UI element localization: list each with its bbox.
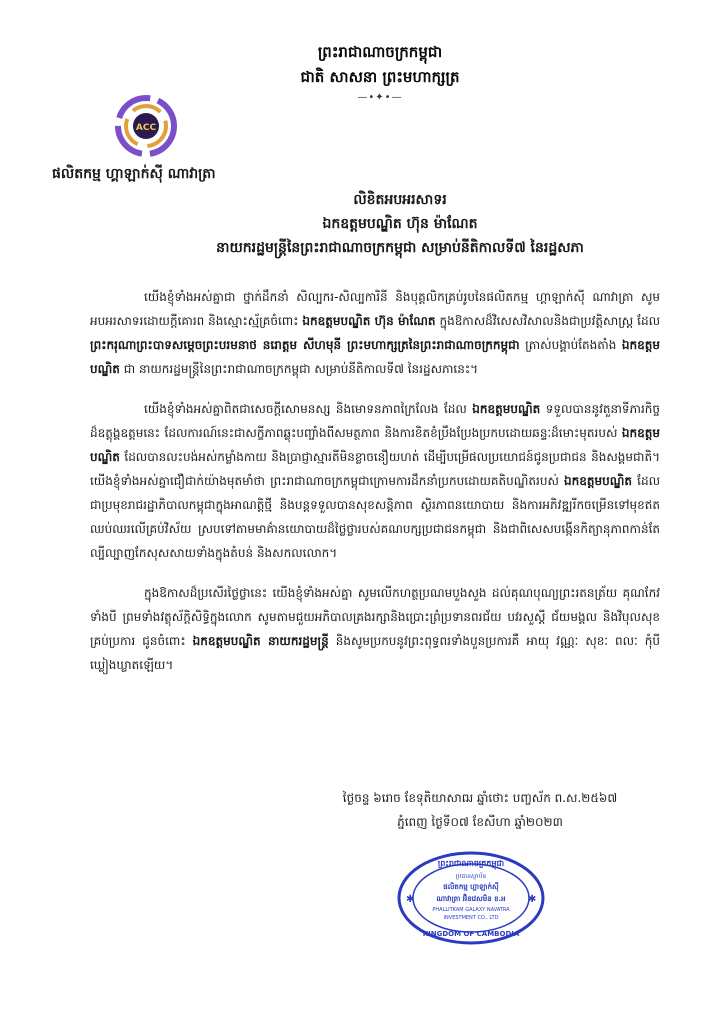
p3-bold-b: ឯកឧត្តមបណ្ឌិត នាយករដ្ឋមន្ត្រី: [192, 634, 329, 648]
place-date: ភ្នំពេញ ថ្ងៃទី០៧ ខែសីហា ឆ្នាំ២០២៣: [397, 815, 563, 829]
ornament-divider: —•✦•—: [357, 92, 403, 103]
p2-bold-b: ឯកឧត្តមបណ្ឌិត: [472, 402, 541, 416]
date-block: [300, 786, 660, 834]
company-logo: [112, 92, 180, 160]
seal-top-text: ព្រះរាជាណាចក្រកម្ពុជា: [437, 859, 505, 868]
p1-bold-f: ឯកឧត្តមបណ្ឌិត: [90, 338, 660, 376]
p2-bold-d: ឯកឧត្តមបណ្ឌិត: [90, 426, 660, 464]
company-name: ផលិតកម្ម ហ្គាឡាក់ស៊ី ណាវាត្រា: [52, 166, 216, 182]
p3-text-c: និងសូមប្រកបនូវព្រះពុទ្ធពរទាំងបួនប្រការគឺ អាយុ វណ្ណៈ សុខៈ ពលៈ កុំបីឃ្លៀងឃ្លាតឡើយ។: [90, 634, 660, 672]
title-line-1: លិខិតអបអរសាទរ: [353, 192, 447, 208]
seal-star-right-icon: ✱: [528, 894, 537, 905]
letter-body: [90, 285, 660, 693]
seal-star-left-icon: ✱: [406, 894, 415, 905]
paragraph-1: [90, 285, 660, 381]
paragraph-3: [90, 581, 660, 677]
paragraph-2: [90, 397, 660, 565]
p1-bold-d: ព្រះករុណាព្រះបាទសម្តេចព្រះបរមនាថ នរោត្តម សីហមុនី ព្រះមហាក្សត្រនៃព្រះរាជាណាចក្រកម្ពុជា: [90, 338, 520, 352]
seal-bottom-text: KINGDOM OF CAMBODIA: [422, 930, 520, 938]
p2-text-a: យើងខ្ញុំទាំងអស់គ្នាពិតជាសេចក្តីសោមនស្ស និងមោទនភាពក្រៃលែង ដែល: [144, 402, 473, 416]
p2-text-e: ដែលបានលះបង់អស់កម្លាំងកាយ និងប្រាជ្ញាស្មារតីមិនខ្លាចនឿយហត់ ដើម្បីបម្រើផលប្រយោជន៍ជូនប្រជាជន និងសង្គមជាតិ។ យើងខ្ញុំទាំងអស់គ្នាជឿជាក់យ៉ាងមុតមាំថា ព្រះរាជាណាចក្រកម្ពុជាក្រោមការដឹកនាំប្រកបដោយគតិបណ្ឌិតរបស់: [90, 450, 660, 488]
p2-text-c: ទទួលបាននូវតួនាទីភារកិច្ចដ៏ឧត្តុង្គឧត្តមនេះ ដែលការណ៍នេះជាសក្ខីភាពឆ្លុះបញ្ចាំងពីសមត្ថភាព និងការខិតខំប្រឹងប្រែងប្រកបដោយឆន្ទៈដ៏មោះមុតរបស់: [90, 402, 661, 440]
seal-name-2: ណាវាត្រា អ៊ិនវេសមិន ខ.អ: [436, 895, 506, 903]
title-line-3: នាយករដ្ឋមន្ត្រីនៃព្រះរាជាណាចក្រកម្ពុជា សម្រាប់នីតិកាលទី៧ នៃរដ្ឋសភា: [216, 240, 584, 256]
seal-english-2: INVESTMENT CO., LTD: [443, 915, 499, 921]
seal-role-text: ប្រធានស្ថាប័ន: [455, 873, 487, 880]
p2-bold-f: ឯកឧត្តមបណ្ឌិត: [564, 474, 633, 488]
p1-text-c: ក្នុងឱកាសដ៏វិសេសវិសាលនិងជាប្រវត្តិសាស្ត្រ ដែល: [435, 314, 661, 328]
company-seal: [396, 850, 546, 946]
kingdom-title: ព្រះរាជាណាចក្រកម្ពុជា: [317, 43, 443, 61]
national-motto-header: [250, 40, 510, 103]
p1-text-g: ជា នាយករដ្ឋមន្ត្រីនៃព្រះរាជាណាចក្រកម្ពុជា សម្រាប់នីតិកាលទី៧ នៃរដ្ឋសភានេះ។: [119, 362, 479, 376]
national-motto: ជាតិ សាសនា ព្រះមហាក្សត្រ: [300, 68, 460, 86]
p2-text-g: ដែលជាប្រមុខរាជរដ្ឋាភិបាលកម្ពុជាក្នុងអាណត្តិថ្មី និងបន្តទទួលបានសុខសន្តិភាព ស្ថិរភាពនយោបាយ និងការអភិវឌ្ឍរីកចម្រើនទៅមុខឥតឈប់ឈរលើគ្រប់វិស័យ ស្របទៅតាមមាគ៌ានយោបាយដ៏ថ្លៃថ្លារបស់គណបក្សប្រជាជនកម្ពុជា និងជាពិសេសបង្កើនកិត្យានុភាពកាន់តែល្បីល្បាញកែសុសសាយទាំងក្នុងតំបន់ និងសកលលោក។: [90, 474, 660, 560]
p1-bold-b: ឯកឧត្តមបណ្ឌិត ហ៊ុន ម៉ាណែត: [302, 314, 436, 328]
lunar-date: ថ្ងៃចន្ទ ៦រោច ខែទុតិយាសាឍ ឆ្នាំថោះ បញ្ចស័ក ព.ស.២៥៦៧: [342, 791, 618, 805]
logo-text: ACC: [135, 123, 157, 133]
letter-title: [150, 188, 650, 260]
seal-name-1: ផលិតកម្ម ហ្គាឡាក់ស៊ី: [443, 883, 499, 891]
p1-text-a: យើងខ្ញុំទាំងអស់គ្នាជា ថ្នាក់ដឹកនាំ សិល្បករ-សិល្បការិនី និងបុគ្គលិកគ្រប់រូបនៃផលិតកម្ម ហ្គាឡាក់ស៊ី ណាវាត្រា សូម អបអរសាទរដោយក្តីគោរព និងស្មោះស្ម័គ្រចំពោះ: [90, 290, 660, 328]
title-line-2: ឯកឧត្តមបណ្ឌិត ហ៊ុន ម៉ាណែត: [322, 216, 478, 232]
seal-english-1: PHALLITKAM GALAXY NAVATRA: [432, 907, 510, 913]
p3-text-a: ក្នុងឱកាសដ៏ប្រសើរថ្លៃថ្លានេះ យើងខ្ញុំទាំងអស់គ្នា សូមលើកហត្ថប្រណមបួងសួង ដល់គុណបុណ្យព្រះរតនត្រ័យ គុណកែវទាំងបី ព្រមទាំងវត្ថុស័ក្តិសិទ្ធិក្នុងលោក សូមតាមជួយអភិបាលគ្រងរក្សានិងប្រោះព្រំប្រទានពរជ័យ បវរសួស្តី ជ័យមង្គល និងវិបុលសុខគ្រប់ប្រការ ជូនចំពោះ: [90, 586, 660, 648]
p1-text-e: ត្រាស់បង្គាប់តែងតាំង: [519, 338, 622, 352]
